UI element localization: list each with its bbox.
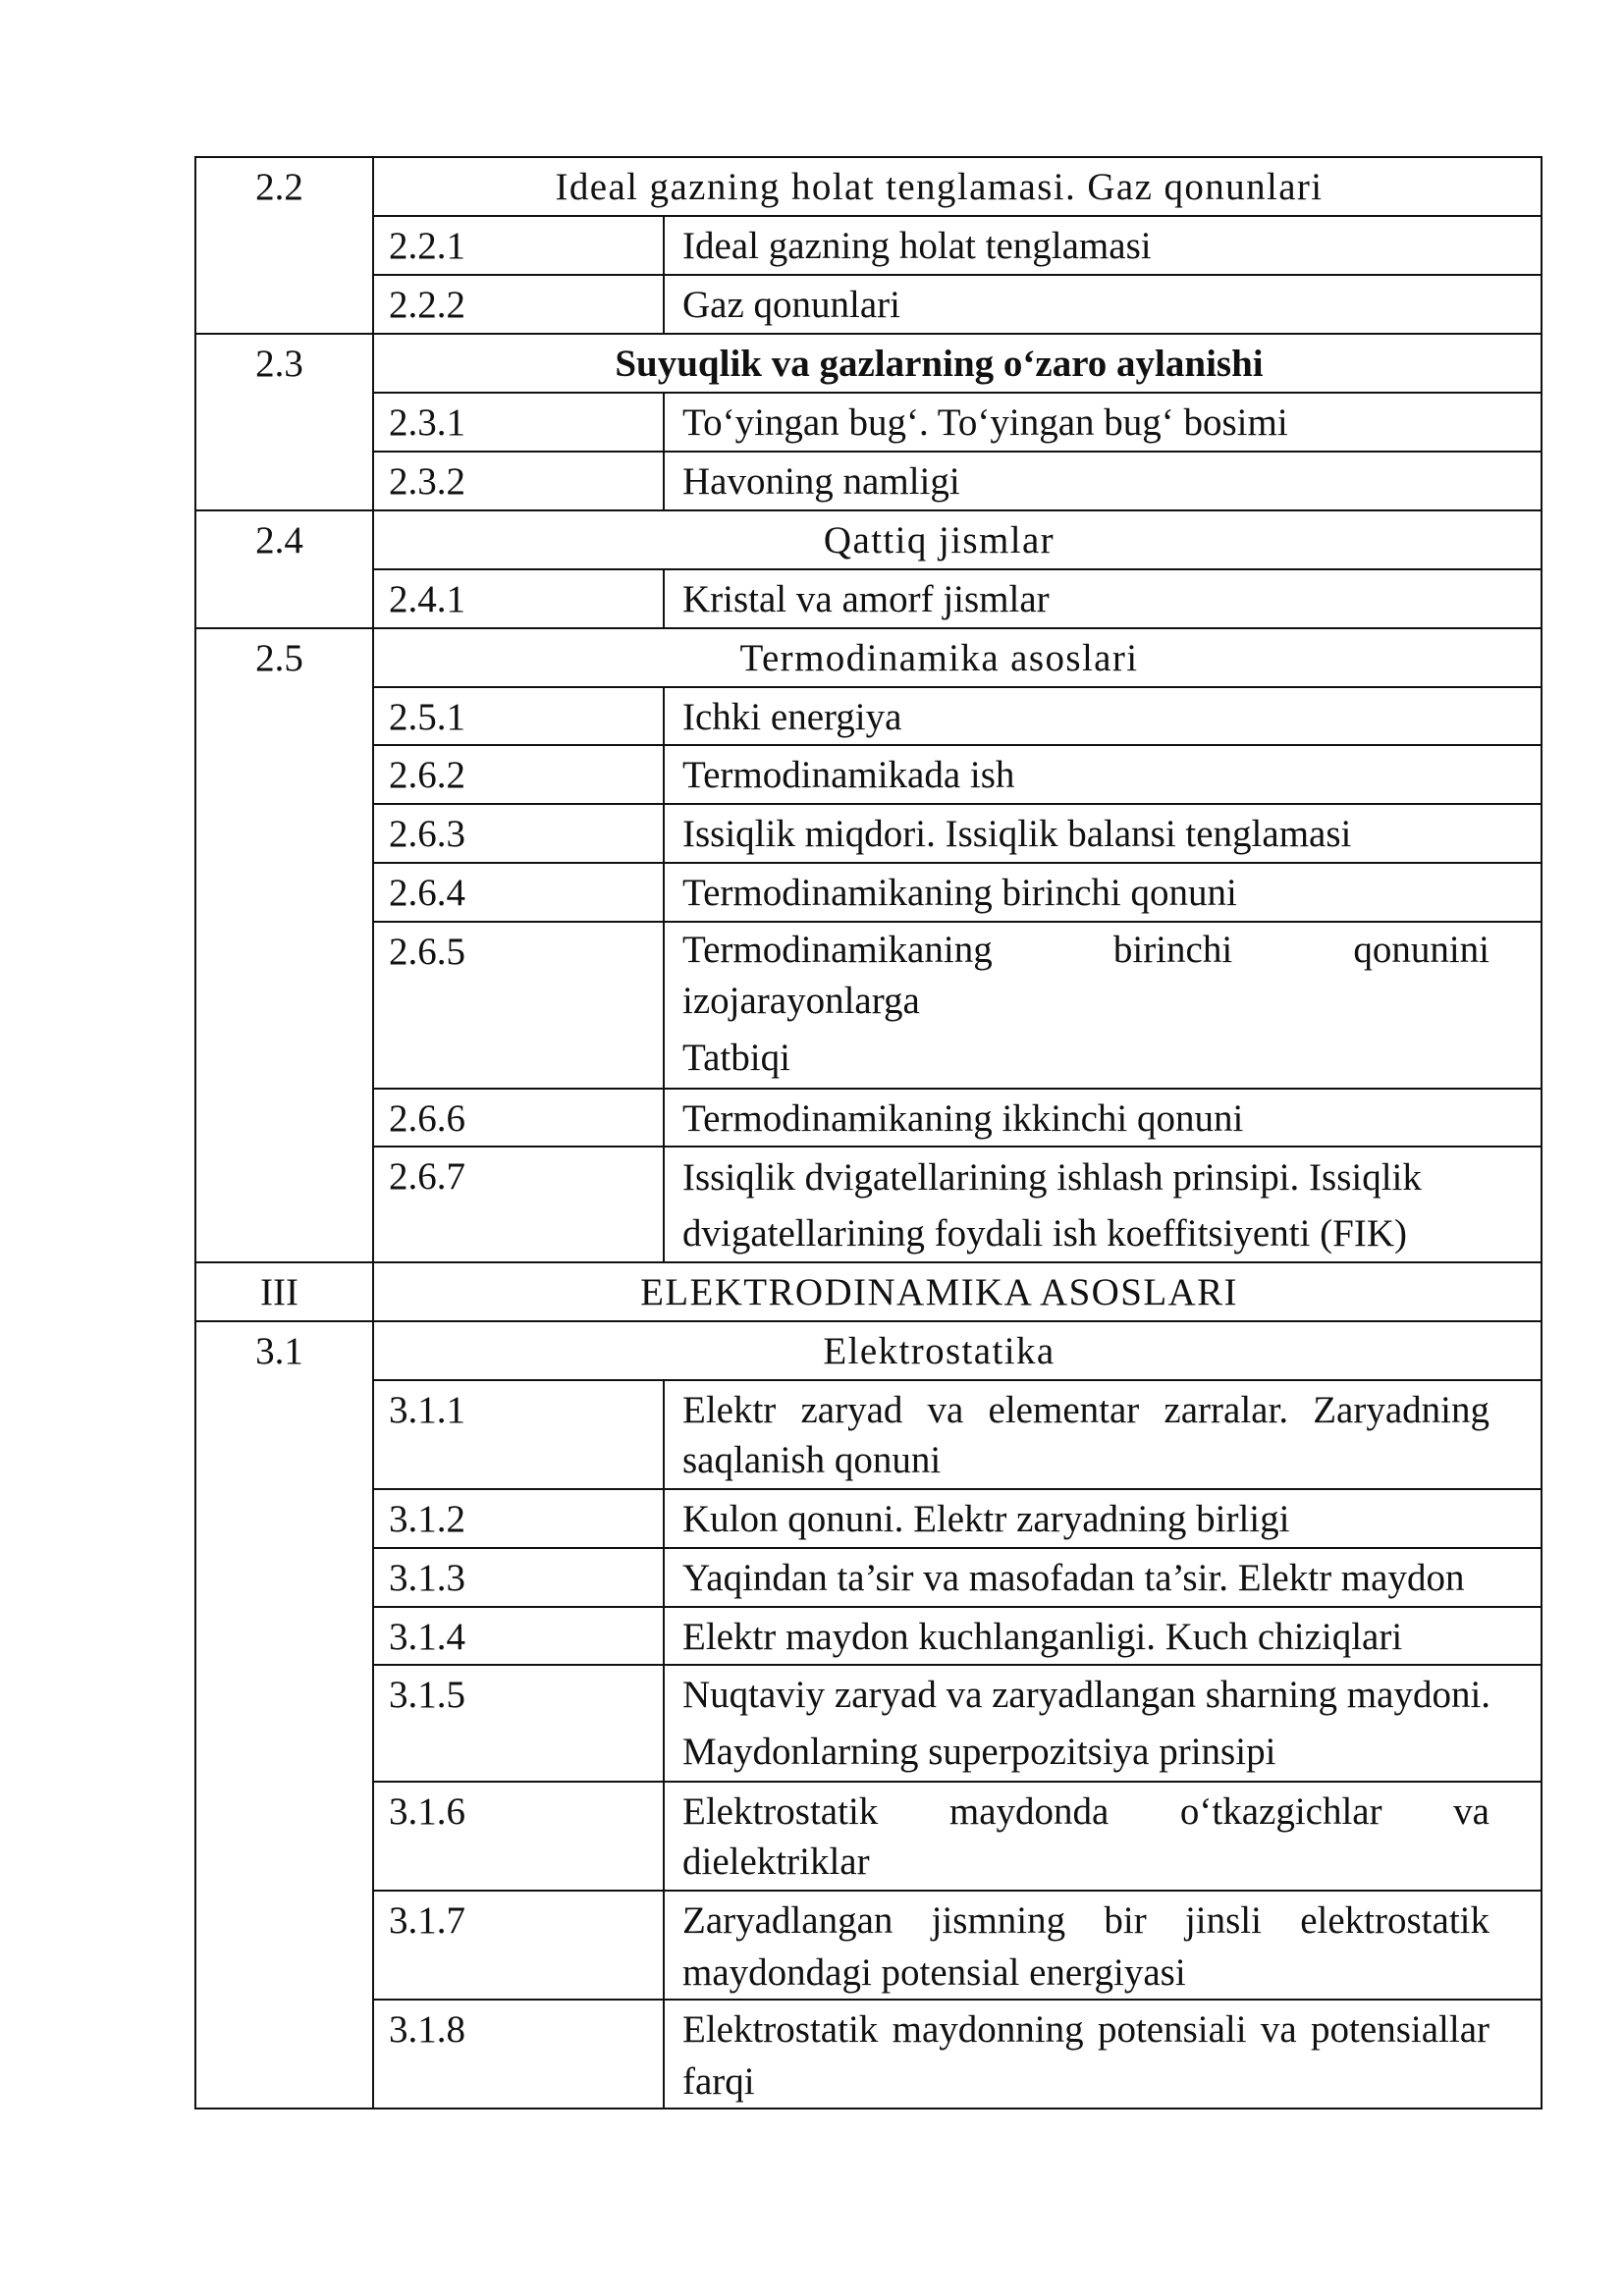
item-text	[665, 1783, 1541, 1887]
table-row	[195, 1891, 1542, 2000]
section-title-cell	[373, 1321, 1542, 1380]
item-number-cell	[373, 1089, 664, 1147]
section-number-cell	[195, 334, 373, 510]
section-number: 2.5	[255, 637, 303, 679]
table-row	[195, 275, 1542, 334]
item-text: To‘yingan bug‘. To‘yingan bug‘ bosimi	[682, 401, 1288, 444]
item-number-cell	[373, 1147, 664, 1262]
item-text-cell	[664, 863, 1542, 922]
item-text-cell	[664, 1147, 1542, 1262]
section-title-cell	[373, 1262, 1542, 1321]
item-number-cell	[373, 745, 664, 804]
item-number-cell	[373, 452, 664, 510]
item-text-cell	[664, 569, 1542, 628]
item-text: Kristal va amorf jismlar	[682, 578, 1050, 620]
item-number-cell	[373, 1665, 664, 1782]
section-title-cell	[373, 628, 1542, 687]
item-text-line: Termodinamikaning birinchi qonunini	[682, 929, 1489, 971]
item-text-line: farqi	[682, 2060, 755, 2103]
item-text-cell	[664, 1665, 1542, 1782]
item-text	[665, 1666, 1541, 1781]
table-row	[195, 1782, 1542, 1891]
item-text-cell	[664, 1380, 1542, 1489]
item-text-cell	[664, 1548, 1542, 1607]
curriculum-table	[194, 156, 1543, 2109]
table-row	[195, 1089, 1542, 1147]
item-text-cell	[664, 922, 1542, 1089]
item-number-cell	[373, 687, 664, 745]
section-number-cell	[195, 1262, 373, 1321]
item-number: 3.1.3	[389, 1557, 465, 1599]
item-text: Termodinamikada ish	[682, 754, 1015, 796]
item-number: 2.6.2	[389, 754, 465, 796]
item-number-cell	[373, 275, 664, 334]
item-text-cell	[664, 745, 1542, 804]
item-text-cell	[664, 216, 1542, 275]
section-title-cell	[373, 157, 1542, 216]
item-number-cell	[373, 2000, 664, 2109]
item-number-cell	[373, 1891, 664, 2000]
item-number: 3.1.8	[389, 2008, 465, 2051]
item-text-cell	[664, 1607, 1542, 1665]
item-number: 2.6.7	[389, 1155, 465, 1198]
item-text	[665, 1148, 1541, 1261]
table-row	[195, 745, 1542, 804]
table-row	[195, 687, 1542, 745]
item-number: 2.4.1	[389, 578, 465, 620]
item-text-line: Elektrostatik maydonda o‘tkazgichlar va	[682, 1790, 1489, 1833]
item-number-cell	[373, 863, 664, 922]
item-text-cell	[664, 452, 1542, 510]
section-number: 2.3	[255, 343, 303, 385]
section-title: ELEKTRODINAMIKA ASOSLARI	[640, 1271, 1238, 1313]
table-row	[195, 452, 1542, 510]
item-number: 3.1.4	[389, 1616, 465, 1658]
section-row	[195, 1262, 1542, 1321]
item-text-cell	[664, 804, 1542, 863]
item-number: 2.6.4	[389, 872, 465, 914]
item-text-line: saqlanish qonuni	[682, 1439, 942, 1481]
item-number-cell	[373, 1548, 664, 1607]
item-text-line: Tatbiqi	[682, 1037, 790, 1079]
item-number: 2.3.2	[389, 460, 465, 503]
item-text: Havoning namligi	[682, 460, 960, 503]
section-number-cell	[195, 510, 373, 628]
item-text-cell	[664, 1489, 1542, 1548]
table-row	[195, 922, 1542, 1089]
section-row	[195, 510, 1542, 569]
item-text	[665, 1892, 1541, 1999]
item-text	[665, 1381, 1541, 1485]
item-number: 3.1.7	[389, 1899, 465, 1942]
table-row	[195, 1548, 1542, 1607]
item-number-cell	[373, 922, 664, 1089]
item-text-cell	[664, 687, 1542, 745]
item-number: 3.1.1	[389, 1389, 465, 1431]
item-text	[665, 923, 1541, 1084]
section-number: 2.4	[255, 519, 303, 561]
section-title-cell	[373, 510, 1542, 569]
section-title: Qattiq jismlar	[823, 519, 1056, 561]
item-text-cell	[664, 1089, 1542, 1147]
section-row	[195, 334, 1542, 393]
item-number-cell	[373, 1782, 664, 1891]
section-number: 3.1	[255, 1330, 303, 1372]
section-title: Ideal gazning holat tenglamasi. Gaz qonunlari	[555, 166, 1324, 208]
item-number-cell	[373, 1489, 664, 1548]
item-number: 3.1.6	[389, 1790, 465, 1833]
section-row	[195, 157, 1542, 216]
item-text-line: maydondagi potensial energiyasi	[682, 1951, 1186, 1994]
item-text-cell	[664, 275, 1542, 334]
item-number: 3.1.2	[389, 1498, 465, 1540]
section-row	[195, 628, 1542, 687]
item-number: 2.6.3	[389, 813, 465, 855]
item-text-line: Elektrostatik maydonning potensiali va potensiallar	[682, 2008, 1489, 2051]
item-number-cell	[373, 804, 664, 863]
item-text: Elektr maydon kuchlanganligi. Kuch chiziqlari	[682, 1616, 1403, 1658]
section-number-cell	[195, 628, 373, 1262]
item-number: 2.5.1	[389, 696, 465, 738]
section-number-cell	[195, 157, 373, 334]
item-text-line: dielektriklar	[682, 1841, 870, 1883]
item-text: Termodinamikaning birinchi qonuni	[682, 872, 1237, 914]
item-text: Issiqlik miqdori. Issiqlik balansi tenglamasi	[682, 813, 1352, 855]
section-number: III	[260, 1271, 298, 1313]
item-text-line: Nuqtaviy zaryad va zaryadlangan sharning maydoni.	[682, 1674, 1491, 1716]
section-number-cell	[195, 1321, 373, 2109]
section-title: Termodinamika asoslari	[739, 637, 1139, 679]
item-number: 2.6.6	[389, 1097, 465, 1140]
item-number-cell	[373, 1380, 664, 1489]
item-text: Ideal gazning holat tenglamasi	[682, 225, 1152, 267]
item-text-line: Issiqlik dvigatellarining ishlash prinsipi. Issiqlik	[682, 1156, 1422, 1199]
item-number-cell	[373, 393, 664, 452]
item-text	[665, 2001, 1541, 2108]
item-number: 2.2.2	[389, 284, 465, 326]
item-number: 2.3.1	[389, 401, 465, 444]
section-row	[195, 1321, 1542, 1380]
item-text: Ichki energiya	[682, 696, 902, 738]
item-text-line: izojarayonlarga	[682, 980, 920, 1022]
item-text-line: Maydonlarning superpozitsiya prinsipi	[682, 1731, 1276, 1773]
table-row	[195, 1147, 1542, 1262]
table-row	[195, 216, 1542, 275]
section-title: Suyuqlik va gazlarning o‘zaro aylanishi	[615, 343, 1264, 385]
section-title-cell	[373, 334, 1542, 393]
item-number-cell	[373, 216, 664, 275]
item-number: 2.2.1	[389, 225, 465, 267]
item-text-cell	[664, 2000, 1542, 2109]
table-row	[195, 804, 1542, 863]
item-number-cell	[373, 1607, 664, 1665]
table-row	[195, 393, 1542, 452]
item-text: Gaz qonunlari	[682, 284, 901, 326]
item-text-cell	[664, 1782, 1542, 1891]
section-title: Elektrostatika	[823, 1330, 1056, 1372]
table-row	[195, 2000, 1542, 2109]
section-number: 2.2	[255, 166, 303, 208]
item-text-line: Elektr zaryad va elementar zarralar. Zaryadning	[682, 1389, 1489, 1431]
item-text: Termodinamikaning ikkinchi qonuni	[682, 1097, 1244, 1140]
item-text-line: dvigatellarining foydali ish koeffitsiyenti (FIK)	[682, 1212, 1407, 1255]
table-row	[195, 1380, 1542, 1489]
item-number: 3.1.5	[389, 1674, 465, 1716]
item-number: 2.6.5	[389, 931, 465, 973]
item-text-cell	[664, 1891, 1542, 2000]
item-number-cell	[373, 569, 664, 628]
item-text: Kulon qonuni. Elektr zaryadning birligi	[682, 1498, 1290, 1540]
item-text-cell	[664, 393, 1542, 452]
table-row	[195, 1607, 1542, 1665]
table-row	[195, 863, 1542, 922]
item-text-line: Zaryadlangan jismning bir jinsli elektrostatik	[682, 1899, 1489, 1942]
table-row	[195, 1665, 1542, 1782]
table-row	[195, 1489, 1542, 1548]
item-text: Yaqindan ta’sir va masofadan ta’sir. Elektr maydon	[682, 1557, 1465, 1599]
table-row	[195, 569, 1542, 628]
